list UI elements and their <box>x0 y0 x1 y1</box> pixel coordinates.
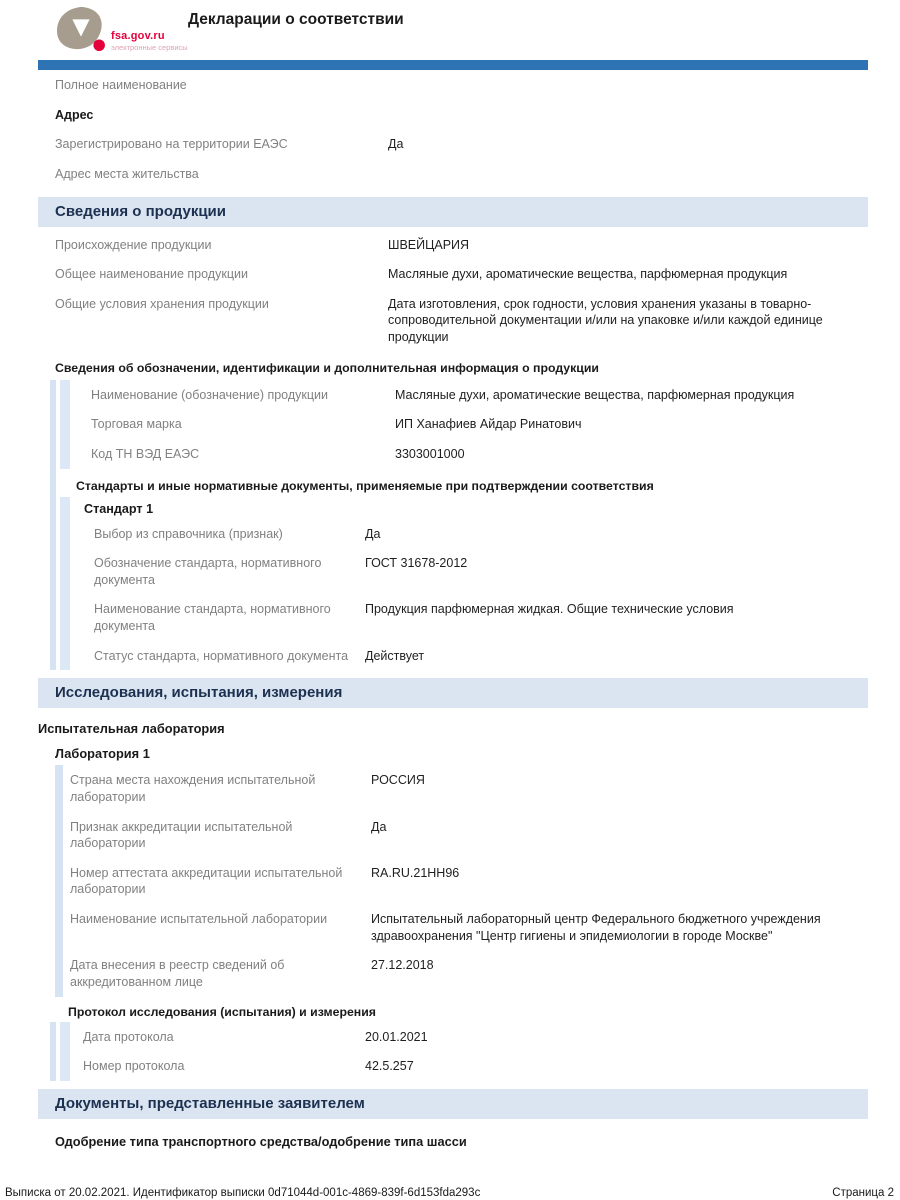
field-value: 20.01.2021 <box>365 1029 428 1044</box>
field-value: 3303001000 <box>395 446 465 461</box>
standard-1-title: Стандарт 1 <box>84 501 154 516</box>
field-row <box>70 380 868 410</box>
field-label: Общее наименование продукции <box>55 267 248 282</box>
page-header <box>38 0 868 60</box>
field-label: Обозначение стандарта, нормативного документа <box>94 556 322 587</box>
section-banner-documents: Документы, представленные заявителем <box>38 1089 868 1119</box>
field-value: 27.12.2018 <box>371 958 434 973</box>
field-row <box>38 289 868 352</box>
field-label: Страна места нахождения испытательной лаборатории <box>70 773 316 804</box>
field-label: Номер протокола <box>83 1059 185 1074</box>
applicant-fields <box>38 70 868 189</box>
document-title: Декларации о соответствии <box>188 11 404 28</box>
fsa-logo-icon <box>54 5 106 56</box>
field-value: Да <box>365 526 381 541</box>
field-label: Дата протокола <box>83 1029 174 1044</box>
section-banner-product: Сведения о продукции <box>38 197 868 227</box>
field-label: Торговая марка <box>91 417 182 432</box>
page-footer <box>5 1187 894 1199</box>
field-value: Масляные духи, ароматические вещества, парфюмерная продукция <box>388 267 788 282</box>
extract-id-text: Выписка от 20.02.2021. Идентификатор выписки 0d71044d-001c-4869-839f-6d153fda293c <box>5 1187 481 1199</box>
logo-tagline: электронные сервисы <box>111 43 188 52</box>
field-value: Да <box>388 137 404 152</box>
field-label: Номер аттестата аккредитации испытательной лаборатории <box>70 865 343 897</box>
field-row <box>38 100 868 130</box>
field-row <box>70 1022 868 1052</box>
field-label: Дата внесения в реестр сведений об аккредитованном лице <box>70 958 285 989</box>
field-label: Адрес места жительства <box>55 166 199 181</box>
field-row <box>38 259 868 289</box>
field-row <box>38 70 868 100</box>
field-row <box>70 548 868 594</box>
designation-heading: Сведения об обозначении, идентификации и дополнительная информация о продукции <box>55 360 599 375</box>
field-value: Действует <box>365 648 425 663</box>
field-value: ИП Ханафиев Айдар Ринатович <box>395 417 582 432</box>
field-row <box>70 641 868 671</box>
field-value: ШВЕЙЦАРИЯ <box>388 237 470 252</box>
field-label: Происхождение продукции <box>55 237 212 252</box>
field-row <box>70 594 868 640</box>
field-value: ГОСТ 31678-2012 <box>365 556 468 571</box>
laboratory-1-title: Лаборатория 1 <box>55 746 150 762</box>
brand-text: fsa.gov.ru <box>111 30 165 42</box>
field-label: Наименование стандарта, нормативного документа <box>94 602 331 633</box>
accent-bar <box>38 60 868 70</box>
field-value: Дата изготовления, срок годности, условия хранения указаны в товарно-сопроводительной документации и/или на упаковке и/или каждой единице продукции <box>388 296 823 344</box>
field-label: Общие условия хранения продукции <box>55 296 269 311</box>
designation-group <box>50 380 868 671</box>
field-value: 42.5.257 <box>365 1059 414 1074</box>
field-value: Да <box>371 819 387 834</box>
field-value: Масляные духи, ароматические вещества, парфюмерная продукция <box>395 387 795 402</box>
field-row <box>70 439 868 469</box>
lab-section-heading: Испытательная лаборатория <box>38 721 225 737</box>
field-row <box>70 409 868 439</box>
field-label: Адрес <box>55 107 94 122</box>
field-row <box>70 1051 868 1081</box>
field-label: Полное наименование <box>55 78 187 92</box>
fsa-logo <box>54 5 188 56</box>
page-number: Страница 2 <box>832 1187 894 1199</box>
field-row <box>63 904 868 950</box>
field-label: Зарегистрировано на территории ЕАЭС <box>55 137 288 152</box>
section-banner-research: Исследования, испытания, измерения <box>38 678 868 708</box>
protocol-heading: Протокол исследования (испытания) и измерения <box>68 1004 376 1019</box>
protocol-group <box>50 1022 868 1081</box>
protocol-rows <box>60 1022 868 1081</box>
field-value: РОССИЯ <box>371 773 425 788</box>
field-value: RA.RU.21НН96 <box>371 865 460 880</box>
designation-rows <box>60 380 868 469</box>
field-row <box>38 230 868 260</box>
documents-subheading: Одобрение типа транспортного средства/одобрение типа шасси <box>55 1133 467 1149</box>
field-value: Испытательный лабораторный центр Федерального бюджетного учреждения здравоохранения "Центр гигиены и эпидемиологии в городе Москве" <box>371 912 821 943</box>
field-value: Продукция парфюмерная жидкая. Общие технические условия <box>365 602 734 617</box>
field-label: Наименование (обозначение) продукции <box>91 387 328 402</box>
field-row <box>63 765 868 811</box>
laboratory-1-rows <box>55 765 868 996</box>
field-row <box>63 812 868 858</box>
field-row <box>63 858 868 904</box>
standards-heading: Стандарты и иные нормативные документы, применяемые при подтверждении соответствия <box>76 478 654 493</box>
field-label: Статус стандарта, нормативного документа <box>94 648 349 663</box>
field-label: Наименование испытательной лаборатории <box>70 912 328 926</box>
product-fields <box>38 230 868 352</box>
field-label: Код ТН ВЭД ЕАЭС <box>91 446 200 461</box>
standard-1-group <box>60 497 868 671</box>
field-label: Признак аккредитации испытательной лаборатории <box>70 819 293 851</box>
field-row <box>38 159 868 189</box>
field-row <box>70 519 868 549</box>
field-row <box>63 950 868 996</box>
field-label: Выбор из справочника (признак) <box>94 526 283 541</box>
logo-text-block <box>111 30 188 52</box>
field-row <box>38 129 868 159</box>
